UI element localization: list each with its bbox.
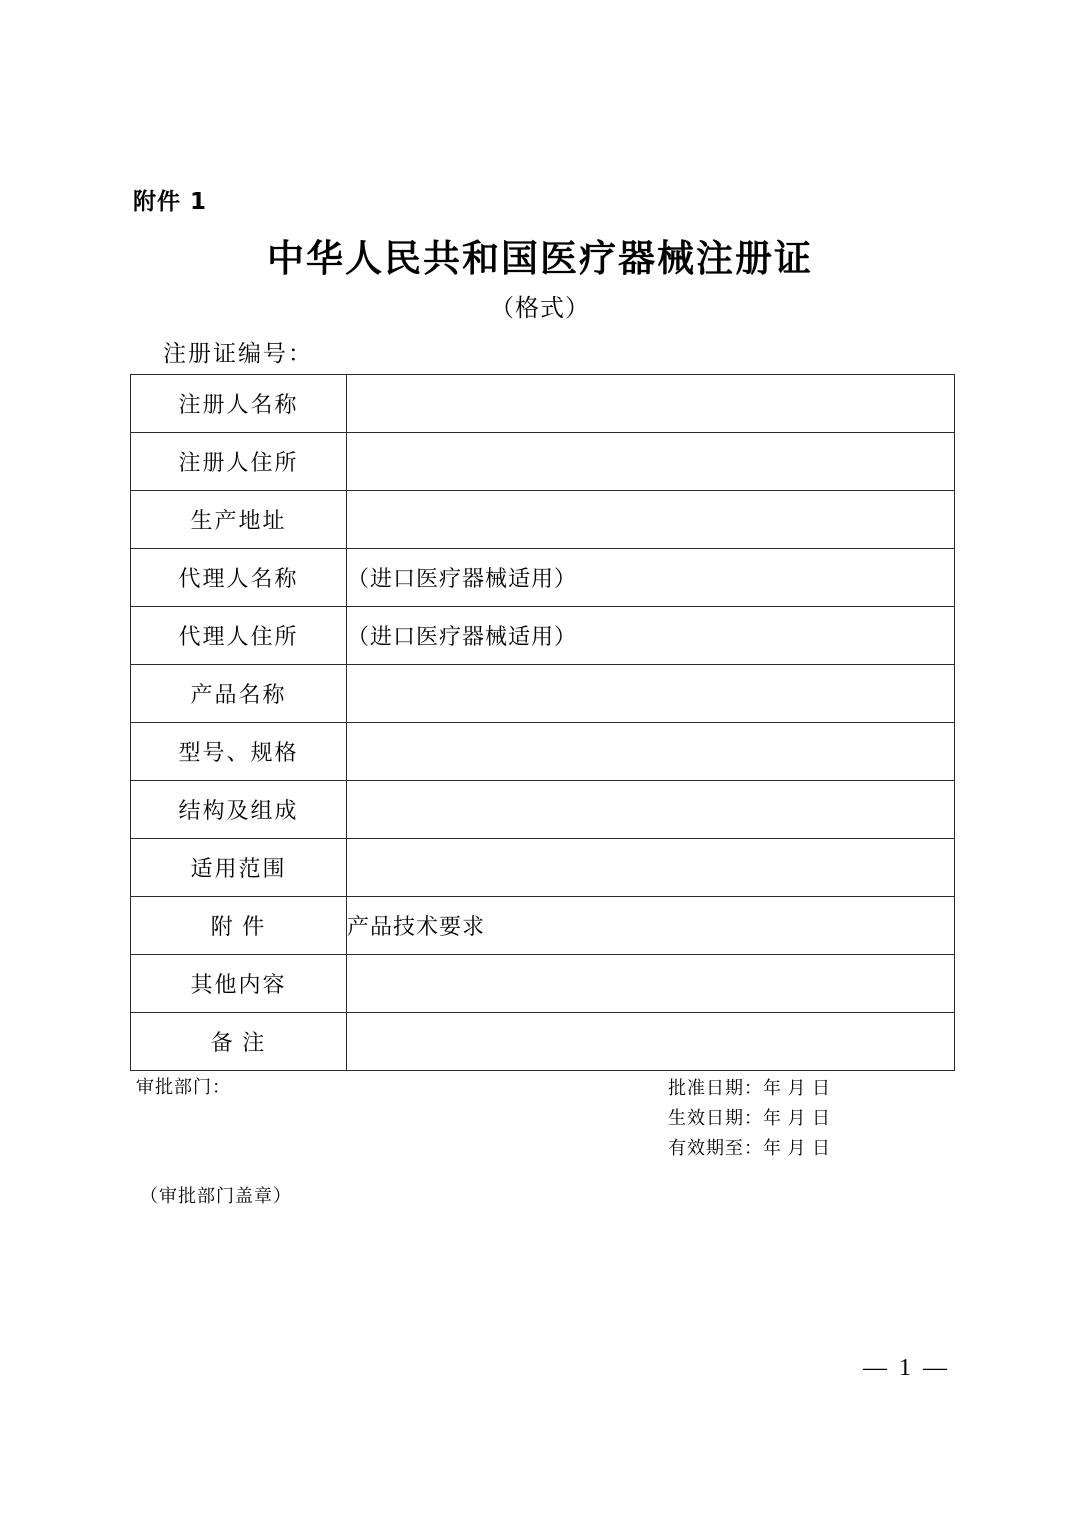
row-label: 适用范围	[131, 839, 347, 897]
table-row	[131, 781, 955, 839]
table-row	[131, 607, 955, 665]
row-value	[347, 433, 955, 491]
date-block	[668, 1073, 831, 1163]
attachment-label: 附件 1	[133, 189, 208, 215]
row-value	[347, 665, 955, 723]
table-row	[131, 665, 955, 723]
approval-department-label: 审批部门：	[136, 1077, 231, 1097]
row-label: 备 注	[131, 1013, 347, 1071]
row-label: 附 件	[131, 897, 347, 955]
table-row	[131, 955, 955, 1013]
row-value: （进口医疗器械适用）	[347, 549, 955, 607]
row-label: 型号、规格	[131, 723, 347, 781]
page-subtitle: （格式）	[490, 296, 590, 322]
table-row	[131, 433, 955, 491]
expiry-date: 有效期至：年 月 日	[668, 1138, 831, 1158]
row-label: 注册人住所	[131, 433, 347, 491]
row-label: 结构及组成	[131, 781, 347, 839]
row-label: 其他内容	[131, 955, 347, 1013]
row-value	[347, 723, 955, 781]
seal-note: （审批部门盖章）	[140, 1186, 292, 1206]
row-value	[347, 781, 955, 839]
page-number: — 1 —	[863, 1355, 950, 1381]
row-value: 产品技术要求	[347, 897, 955, 955]
registration-number-label: 注册证编号：	[163, 341, 313, 366]
page-title: 中华人民共和国医疗器械注册证	[267, 237, 813, 280]
row-value: （进口医疗器械适用）	[347, 607, 955, 665]
table-row	[131, 549, 955, 607]
row-label: 代理人名称	[131, 549, 347, 607]
row-value	[347, 839, 955, 897]
approval-date: 批准日期：年 月 日	[668, 1078, 831, 1098]
row-label: 代理人住所	[131, 607, 347, 665]
table-row	[131, 723, 955, 781]
table-row	[131, 1013, 955, 1071]
certificate-table	[130, 374, 955, 1071]
row-value	[347, 491, 955, 549]
row-label: 生产地址	[131, 491, 347, 549]
row-value	[347, 955, 955, 1013]
table-row	[131, 897, 955, 955]
row-value	[347, 1013, 955, 1071]
table-row	[131, 839, 955, 897]
row-label: 产品名称	[131, 665, 347, 723]
table-row	[131, 375, 955, 433]
effective-date: 生效日期：年 月 日	[668, 1108, 831, 1128]
row-label: 注册人名称	[131, 375, 347, 433]
row-value	[347, 375, 955, 433]
table-row	[131, 491, 955, 549]
